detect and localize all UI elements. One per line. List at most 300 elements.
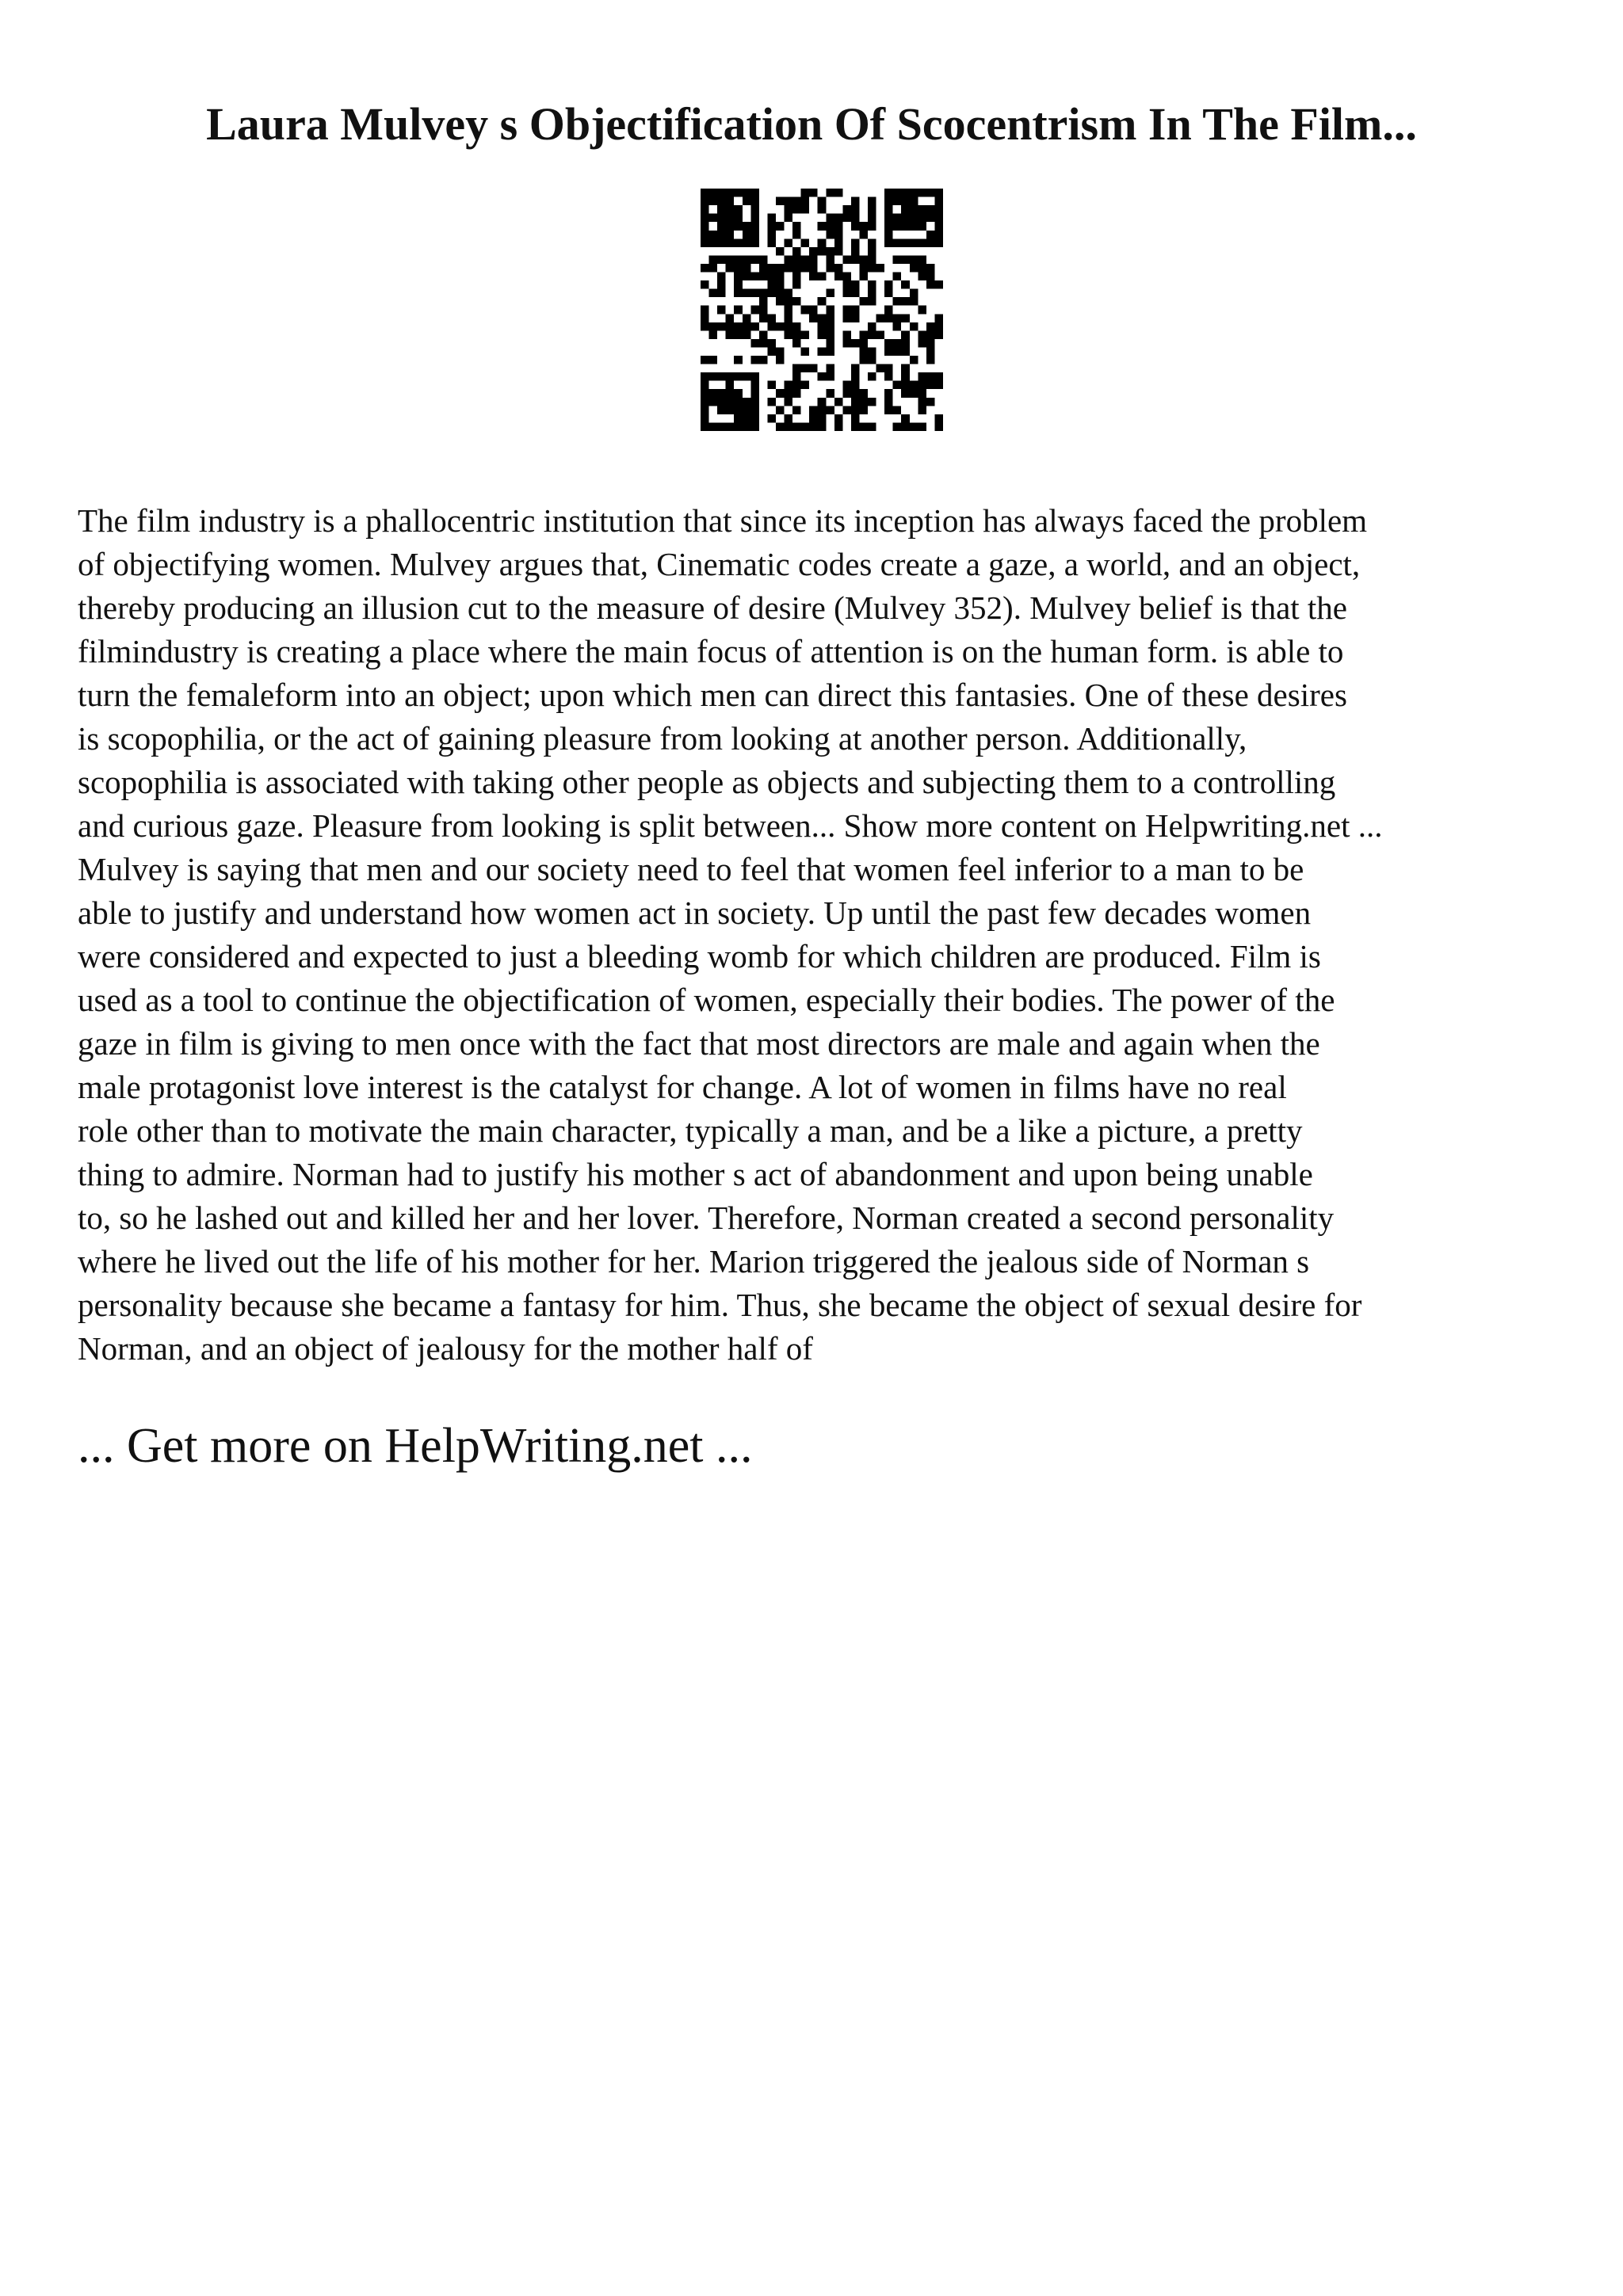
qr-module <box>801 189 810 197</box>
qr-module <box>884 214 893 223</box>
body-line: turn the femaleform into an object; upon which men can direct this fantasies. One of these desires <box>78 677 1347 713</box>
qr-module <box>859 389 868 398</box>
qr-module <box>884 372 893 381</box>
qr-module <box>918 306 926 315</box>
body-line: and curious gaze. Pleasure from looking is split between... Show more content on Helpwriting.net ... <box>78 807 1383 844</box>
qr-module <box>926 322 935 331</box>
qr-module <box>859 222 868 231</box>
qr-module <box>884 197 893 206</box>
qr-module <box>743 231 751 239</box>
qr-module <box>726 406 735 414</box>
qr-module <box>868 205 876 214</box>
qr-module <box>893 273 902 281</box>
qr-module <box>734 330 743 339</box>
qr-module <box>859 339 868 348</box>
qr-module <box>901 339 910 348</box>
qr-module <box>926 381 935 390</box>
qr-module <box>767 381 776 390</box>
qr-module <box>834 422 843 431</box>
qr-module <box>785 381 793 390</box>
qr-module <box>818 273 827 281</box>
qr-module <box>709 197 718 206</box>
qr-module <box>776 389 785 398</box>
qr-module <box>910 222 918 231</box>
qr-module <box>776 422 785 431</box>
qr-module <box>785 289 793 298</box>
body-line: male protagonist love interest is the catalyst for change. A lot of women in films have no real <box>78 1069 1287 1105</box>
qr-module <box>767 231 776 239</box>
qr-module <box>818 347 827 356</box>
qr-module <box>726 322 735 331</box>
qr-module <box>859 398 868 406</box>
qr-module <box>726 314 735 322</box>
body-line: filmindustry is creating a place where the main focus of attention is on the human form. is able to <box>78 633 1344 669</box>
qr-module <box>884 205 893 214</box>
qr-module <box>750 197 759 206</box>
qr-module <box>901 389 910 398</box>
qr-module <box>726 389 735 398</box>
qr-module <box>792 247 801 256</box>
qr-module <box>734 398 743 406</box>
qr-module <box>859 231 868 239</box>
qr-module <box>709 422 718 431</box>
qr-module <box>901 297 910 306</box>
qr-module <box>818 406 827 414</box>
qr-module <box>734 280 743 289</box>
qr-module <box>834 238 843 247</box>
qr-module <box>743 189 751 197</box>
qr-module <box>792 205 801 214</box>
qr-module <box>776 280 785 289</box>
qr-module <box>717 389 726 398</box>
body-line: were considered and expected to just a bleeding womb for which children are produced. Film is <box>78 938 1321 974</box>
qr-module <box>717 231 726 239</box>
qr-module <box>785 297 793 306</box>
qr-module <box>759 330 768 339</box>
qr-module <box>934 372 943 381</box>
qr-module <box>792 339 801 348</box>
qr-module <box>842 205 851 214</box>
qr-module <box>750 381 759 390</box>
qr-module <box>834 273 843 281</box>
qr-module <box>801 197 810 206</box>
qr-module <box>734 372 743 381</box>
qr-module <box>701 356 709 364</box>
body-line: The film industry is a phallocentric institution that since its inception has always faced the problem <box>78 502 1368 539</box>
qr-module <box>851 314 860 322</box>
qr-module <box>842 214 851 223</box>
qr-module <box>743 273 751 281</box>
qr-module <box>792 372 801 381</box>
qr-module <box>734 356 743 364</box>
qr-module <box>792 389 801 398</box>
qr-module <box>893 214 902 223</box>
qr-module <box>767 289 776 298</box>
qr-module <box>910 189 918 197</box>
qr-module <box>884 406 893 414</box>
qr-module <box>709 356 718 364</box>
qr-module <box>842 406 851 414</box>
qr-module <box>918 372 926 381</box>
body-line: Mulvey is saying that men and our society need to feel that women feel inferior to a man to be <box>78 851 1304 887</box>
qr-module <box>750 255 759 264</box>
qr-module <box>893 297 902 306</box>
qr-module <box>934 205 943 214</box>
body-line: where he lived out the life of his mother for her. Marion triggered the jealous side of Norman s <box>78 1243 1310 1280</box>
qr-module <box>868 372 876 381</box>
qr-module <box>818 297 827 306</box>
qr-module <box>801 347 810 356</box>
qr-module <box>785 306 793 315</box>
qr-module <box>876 264 885 273</box>
qr-module <box>826 364 834 373</box>
qr-module <box>726 238 735 247</box>
qr-module <box>842 273 851 281</box>
qr-module <box>785 205 793 214</box>
qr-module <box>701 214 709 223</box>
qr-module <box>901 205 910 214</box>
qr-module <box>893 422 902 431</box>
document-title: Laura Mulvey s Objectification Of Scocentrism In The Film... <box>206 98 1417 150</box>
qr-module <box>743 289 751 298</box>
qr-module <box>859 255 868 264</box>
qr-module <box>918 339 926 348</box>
qr-module <box>750 289 759 298</box>
qr-module <box>934 314 943 322</box>
qr-module <box>934 222 943 231</box>
qr-module <box>734 264 743 273</box>
qr-module <box>876 314 885 322</box>
qr-module <box>785 398 793 406</box>
qr-module <box>884 289 893 298</box>
qr-module <box>717 214 726 223</box>
qr-module <box>826 306 834 315</box>
qr-module <box>717 422 726 431</box>
qr-module <box>868 238 876 247</box>
qr-module <box>726 205 735 214</box>
qr-module <box>717 273 726 281</box>
qr-module <box>842 314 851 322</box>
qr-module <box>717 372 726 381</box>
qr-module <box>893 339 902 348</box>
qr-module <box>926 398 935 406</box>
qr-module <box>734 414 743 423</box>
qr-module <box>734 205 743 214</box>
qr-module <box>818 372 827 381</box>
qr-module <box>910 264 918 273</box>
qr-module <box>743 238 751 247</box>
qr-module <box>859 297 868 306</box>
qr-module <box>717 322 726 331</box>
qr-module <box>851 306 860 315</box>
qr-module <box>759 273 768 281</box>
qr-module <box>701 222 709 231</box>
qr-module <box>901 222 910 231</box>
qr-module <box>726 398 735 406</box>
qr-module <box>926 231 935 239</box>
qr-module <box>809 273 818 281</box>
qr-module <box>717 280 726 289</box>
qr-module <box>809 255 818 264</box>
qr-module <box>918 205 926 214</box>
qr-module <box>926 238 935 247</box>
qr-module <box>717 205 726 214</box>
qr-module <box>826 330 834 339</box>
qr-module <box>826 222 834 231</box>
body-line: of objectifying women. Mulvey argues that, Cinematic codes create a gaze, a world, and an object, <box>78 546 1361 582</box>
qr-module <box>901 347 910 356</box>
qr-module <box>901 364 910 373</box>
body-line: personality because she became a fantasy for him. Thus, she became the object of sexual desire for <box>78 1287 1362 1323</box>
qr-module <box>910 197 918 206</box>
qr-code-icon <box>701 189 943 431</box>
qr-module <box>918 189 926 197</box>
qr-module <box>842 381 851 390</box>
qr-module <box>910 214 918 223</box>
qr-module <box>910 356 918 364</box>
qr-module <box>792 231 801 239</box>
qr-module <box>750 189 759 197</box>
qr-module <box>851 381 860 390</box>
qr-module <box>767 280 776 289</box>
qr-module <box>901 189 910 197</box>
qr-module <box>809 264 818 273</box>
qr-module <box>918 264 926 273</box>
qr-module <box>901 414 910 423</box>
qr-module <box>726 189 735 197</box>
qr-module <box>910 381 918 390</box>
qr-module <box>934 422 943 431</box>
qr-module <box>726 372 735 381</box>
qr-module <box>792 264 801 273</box>
qr-module <box>776 356 785 364</box>
qr-module <box>868 247 876 256</box>
body-line: gaze in film is giving to men once with the fact that most directors are male and again when the <box>78 1025 1320 1062</box>
qr-module <box>734 214 743 223</box>
qr-module <box>701 280 709 289</box>
qr-module <box>701 389 709 398</box>
qr-module <box>709 398 718 406</box>
qr-module <box>709 330 718 339</box>
qr-module <box>893 222 902 231</box>
qr-module <box>767 414 776 423</box>
qr-module <box>759 255 768 264</box>
qr-module <box>901 330 910 339</box>
qr-module <box>701 314 709 322</box>
qr-module <box>851 205 860 214</box>
qr-module <box>792 273 801 281</box>
qr-module <box>893 189 902 197</box>
qr-module <box>767 264 776 273</box>
qr-module <box>851 364 860 373</box>
qr-module <box>785 322 793 331</box>
body-line: scopophilia is associated with taking other people as objects and subjecting them to a controlling <box>78 764 1336 800</box>
qr-module <box>859 264 868 273</box>
qr-module <box>726 231 735 239</box>
qr-module <box>709 214 718 223</box>
qr-module <box>792 381 801 390</box>
qr-module <box>876 330 885 339</box>
qr-module <box>934 322 943 331</box>
qr-module <box>851 389 860 398</box>
qr-module <box>842 280 851 289</box>
qr-module <box>910 238 918 247</box>
qr-module <box>818 398 827 406</box>
qr-module <box>851 289 860 298</box>
qr-module <box>743 406 751 414</box>
qr-module <box>918 422 926 431</box>
qr-module <box>743 330 751 339</box>
qr-module <box>918 330 926 339</box>
qr-module <box>826 347 834 356</box>
qr-module <box>767 339 776 348</box>
qr-module <box>750 389 759 398</box>
qr-module <box>743 422 751 431</box>
qr-module <box>734 289 743 298</box>
qr-module <box>901 280 910 289</box>
body-line: is scopophilia, or the act of gaining pleasure from looking at another person. Additionally, <box>78 720 1247 757</box>
qr-module <box>701 306 709 315</box>
qr-module <box>743 264 751 273</box>
qr-module <box>785 238 793 247</box>
qr-module <box>826 189 834 197</box>
qr-module <box>801 306 810 315</box>
qr-module <box>709 372 718 381</box>
qr-module <box>910 422 918 431</box>
qr-module <box>901 422 910 431</box>
qr-module <box>776 297 785 306</box>
qr-module <box>893 381 902 390</box>
qr-module <box>926 372 935 381</box>
qr-module <box>709 264 718 273</box>
qr-module <box>834 214 843 223</box>
qr-module <box>926 205 935 214</box>
qr-module <box>893 314 902 322</box>
qr-module <box>767 322 776 331</box>
qr-module <box>842 389 851 398</box>
body-line: thing to admire. Norman had to justify his mother s act of abandonment and upon being unable <box>78 1156 1313 1192</box>
qr-module <box>918 238 926 247</box>
qr-module <box>868 322 876 331</box>
qr-module <box>893 238 902 247</box>
qr-module <box>767 273 776 281</box>
qr-module <box>717 222 726 231</box>
qr-module <box>842 306 851 315</box>
qr-module <box>901 314 910 322</box>
qr-module <box>734 238 743 247</box>
qr-module <box>776 247 785 256</box>
qr-module <box>926 339 935 348</box>
qr-module <box>767 214 776 223</box>
qr-module <box>818 222 827 231</box>
qr-module <box>868 297 876 306</box>
qr-module <box>792 330 801 339</box>
qr-module <box>726 330 735 339</box>
qr-module <box>809 189 818 197</box>
qr-module <box>901 255 910 264</box>
qr-module <box>701 231 709 239</box>
qr-module <box>842 255 851 264</box>
qr-module <box>876 364 885 373</box>
qr-module <box>901 238 910 247</box>
qr-module <box>851 255 860 264</box>
qr-module <box>759 314 768 322</box>
qr-module <box>884 238 893 247</box>
qr-module <box>934 238 943 247</box>
qr-module <box>868 398 876 406</box>
qr-module <box>809 414 818 423</box>
qr-module <box>701 322 709 331</box>
qr-module <box>826 389 834 398</box>
qr-module <box>851 222 860 231</box>
qr-module <box>826 339 834 348</box>
qr-module <box>926 214 935 223</box>
qr-module <box>776 222 785 231</box>
qr-module <box>901 381 910 390</box>
qr-module <box>918 222 926 231</box>
qr-module <box>709 322 718 331</box>
qr-module <box>750 422 759 431</box>
qr-module <box>801 422 810 431</box>
qr-module <box>801 264 810 273</box>
qr-module <box>884 339 893 348</box>
qr-module <box>910 322 918 331</box>
qr-module <box>818 205 827 214</box>
qr-module <box>734 422 743 431</box>
qr-module <box>884 314 893 322</box>
qr-module <box>792 322 801 331</box>
get-more-link[interactable]: ... Get more on HelpWriting.net ... <box>78 1419 753 1473</box>
qr-module <box>701 422 709 431</box>
qr-module <box>734 222 743 231</box>
qr-module <box>785 197 793 206</box>
qr-module <box>776 406 785 414</box>
qr-module <box>884 364 893 373</box>
qr-module <box>884 306 893 315</box>
qr-module <box>734 389 743 398</box>
qr-module <box>785 264 793 273</box>
qr-module <box>918 398 926 406</box>
qr-module <box>934 280 943 289</box>
qr-module <box>868 422 876 431</box>
qr-module <box>851 422 860 431</box>
qr-module <box>785 330 793 339</box>
qr-module <box>910 255 918 264</box>
qr-module <box>701 238 709 247</box>
qr-module <box>750 231 759 239</box>
qr-module <box>868 214 876 223</box>
qr-module <box>818 422 827 431</box>
qr-module <box>851 414 860 423</box>
qr-module <box>818 322 827 331</box>
qr-module <box>759 289 768 298</box>
qr-module <box>767 238 776 247</box>
qr-module <box>776 264 785 273</box>
qr-module <box>785 214 793 223</box>
qr-module <box>842 289 851 298</box>
qr-module <box>893 197 902 206</box>
qr-module <box>743 314 751 322</box>
qr-module <box>809 406 818 414</box>
qr-module <box>801 238 810 247</box>
qr-module <box>801 381 810 390</box>
qr-module <box>934 197 943 206</box>
qr-module <box>709 389 718 398</box>
qr-module <box>859 347 868 356</box>
qr-module <box>851 247 860 256</box>
qr-module <box>767 398 776 406</box>
qr-module <box>818 247 827 256</box>
